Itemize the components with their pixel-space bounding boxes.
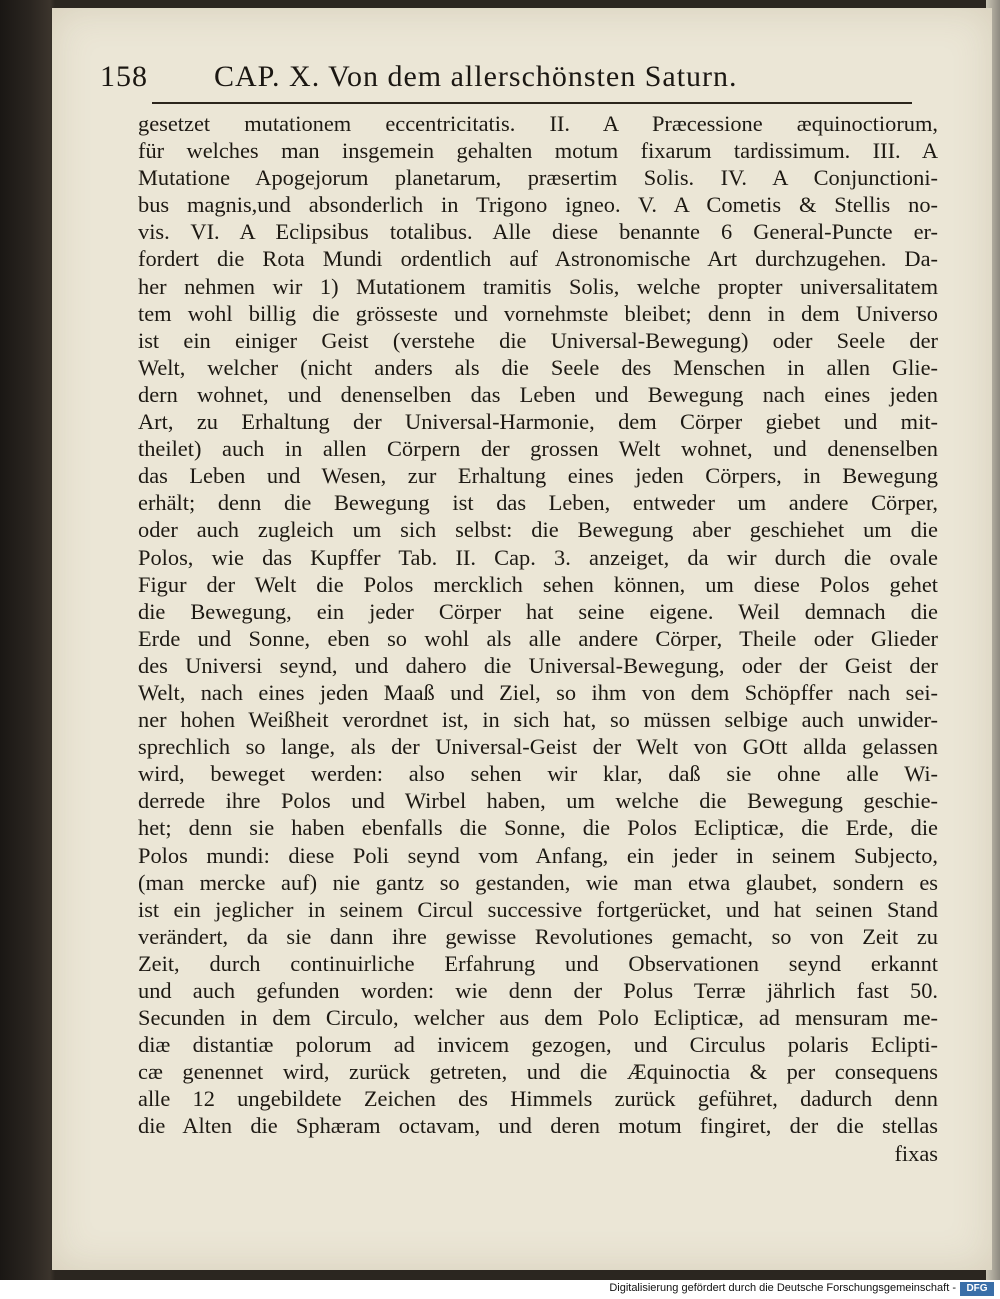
text-line: Figur der Welt die Polos mercklich sehen können, um diese Polos gehet xyxy=(138,571,938,597)
dfg-logo-icon: DFG xyxy=(960,1282,994,1296)
text-line: ist ein jeglicher in seinem Circul successive fortgerücket, und hat seinen Stand xyxy=(138,896,938,922)
text-line: her nehmen wir 1) Mutationem tramitis Solis, welche propter universalitatem xyxy=(138,273,938,299)
text-line: ner hohen Weißheit verordnet ist, in sich hat, so müssen selbige auch unwider- xyxy=(138,707,938,733)
text-line: Art, zu Erhaltung der Universal-Harmonie, dem Cörper giebet und mit- xyxy=(138,409,938,435)
page-header xyxy=(100,60,920,102)
text-line: dern wohnet, und denenselben das Leben und Bewegung nach eines jeden xyxy=(138,381,938,407)
running-head: CAP. X. Von dem allerschönsten Saturn. xyxy=(214,60,738,93)
digitization-footer xyxy=(0,1280,1000,1299)
text-line: Polos, wie das Kupffer Tab. II. Cap. 3. anzeiget, da wir durch die ovale xyxy=(138,544,938,570)
text-line: Zeit, durch continuirliche Erfahrung und Observationen seynd erkannt xyxy=(138,950,938,976)
text-line: Secunden in dem Circulo, welcher aus dem Polo Eclipticæ, ad mensuram me- xyxy=(138,1005,938,1031)
text-line: sprechlich so lange, als der Universal-Geist der Welt von GOtt allda gelassen xyxy=(138,734,938,760)
text-line: cæ genennet wird, zurück getreten, und die Æquinoctia & per consequens xyxy=(138,1059,938,1085)
text-line: wird, beweget werden: also sehen wir klar, daß sie ohne alle Wi- xyxy=(138,761,938,787)
text-line: Polos mundi: diese Poli seynd vom Anfang, ein jeder in seinem Subjecto, xyxy=(138,842,938,868)
text-line: fordert die Rota Mundi ordentlich auf Astronomische Art durchzugehen. Da- xyxy=(138,246,938,272)
text-line: tem wohl billig die grösseste und vornehmste bleibet; denn in dem Universo xyxy=(138,300,938,326)
text-line: ist ein einiger Geist (verstehe die Universal-Bewegung) oder Seele der xyxy=(138,327,938,353)
text-line: des Universi seynd, und dahero die Universal-Bewegung, oder der Geist der xyxy=(138,652,938,678)
footer-credit: Digitalisierung gefördert durch die Deutsche Forschungsgemeinschaft - xyxy=(609,1282,956,1294)
text-line: erhält; denn die Bewegung ist das Leben, entweder um andere Cörper, xyxy=(138,490,938,516)
text-line: gesetzet mutationem eccentricitatis. II. A Præcessione æquinoctiorum, xyxy=(138,111,938,136)
text-line: das Leben und Wesen, zur Erhaltung eines jeden Cörpers, in Bewegung xyxy=(138,463,938,489)
header-rule xyxy=(152,102,912,104)
text-line: Welt, nach eines jeden Maaß und Ziel, so ihm von dem Schöpffer nach sei- xyxy=(138,679,938,705)
text-line: und auch gefunden worden: wie denn der Polus Terræ jährlich fast 50. xyxy=(138,978,938,1003)
text-line: oder auch zugleich um sich selbst: die Bewegung aber geschiehet um die xyxy=(138,517,938,543)
text-line: die Bewegung, ein jeder Cörper hat seine eigene. Weil demnach die xyxy=(138,598,938,624)
text-line: theilet) auch in allen Cörpern der grossen Welt wohnet, und denenselben xyxy=(138,436,938,462)
text-line: diæ distantiæ polorum ad invicem gezogen, und Circulus polaris Eclipti- xyxy=(138,1032,938,1058)
text-line: für welches man insgemein gehalten motum fixarum tardissimum. III. A xyxy=(138,138,938,164)
text-line: bus magnis,und absonderlich in Trigono igneo. V. A Cometis & Stellis no- xyxy=(138,192,938,218)
body-text xyxy=(138,110,938,1167)
text-line: die Alten die Sphæram octavam, und deren motum fingiret, der die stellas xyxy=(138,1113,938,1139)
catchword: fixas xyxy=(894,1140,938,1166)
text-line: Erde und Sonne, eben so wohl als alle andere Cörper, Theile oder Glieder xyxy=(138,625,938,651)
text-line: verändert, da sie dann ihre gewisse Revolutiones gemacht, so von Zeit zu xyxy=(138,923,938,949)
text-line: het; denn sie haben ebenfalls die Sonne, die Polos Eclipticæ, die Erde, die xyxy=(138,815,938,841)
page-number: 158 xyxy=(100,60,148,93)
text-line: alle 12 ungebildete Zeichen des Himmels zurück geführet, dadurch denn xyxy=(138,1086,938,1112)
text-line: vis. VI. A Eclipsibus totalibus. Alle diese benannte 6 General-Puncte er- xyxy=(138,219,938,245)
text-line: Welt, welcher (nicht anders als die Seele des Menschen in allen Glie- xyxy=(138,354,938,380)
text-line: Mutatione Apogejorum planetarum, præsertim Solis. IV. A Conjunctioni- xyxy=(138,165,938,191)
text-line: derrede ihre Polos und Wirbel haben, um welche die Bewegung geschie- xyxy=(138,788,938,814)
text-line: (man mercke auf) nie gantz so gestanden, wie man etwa glaubet, sondern es xyxy=(138,869,938,895)
